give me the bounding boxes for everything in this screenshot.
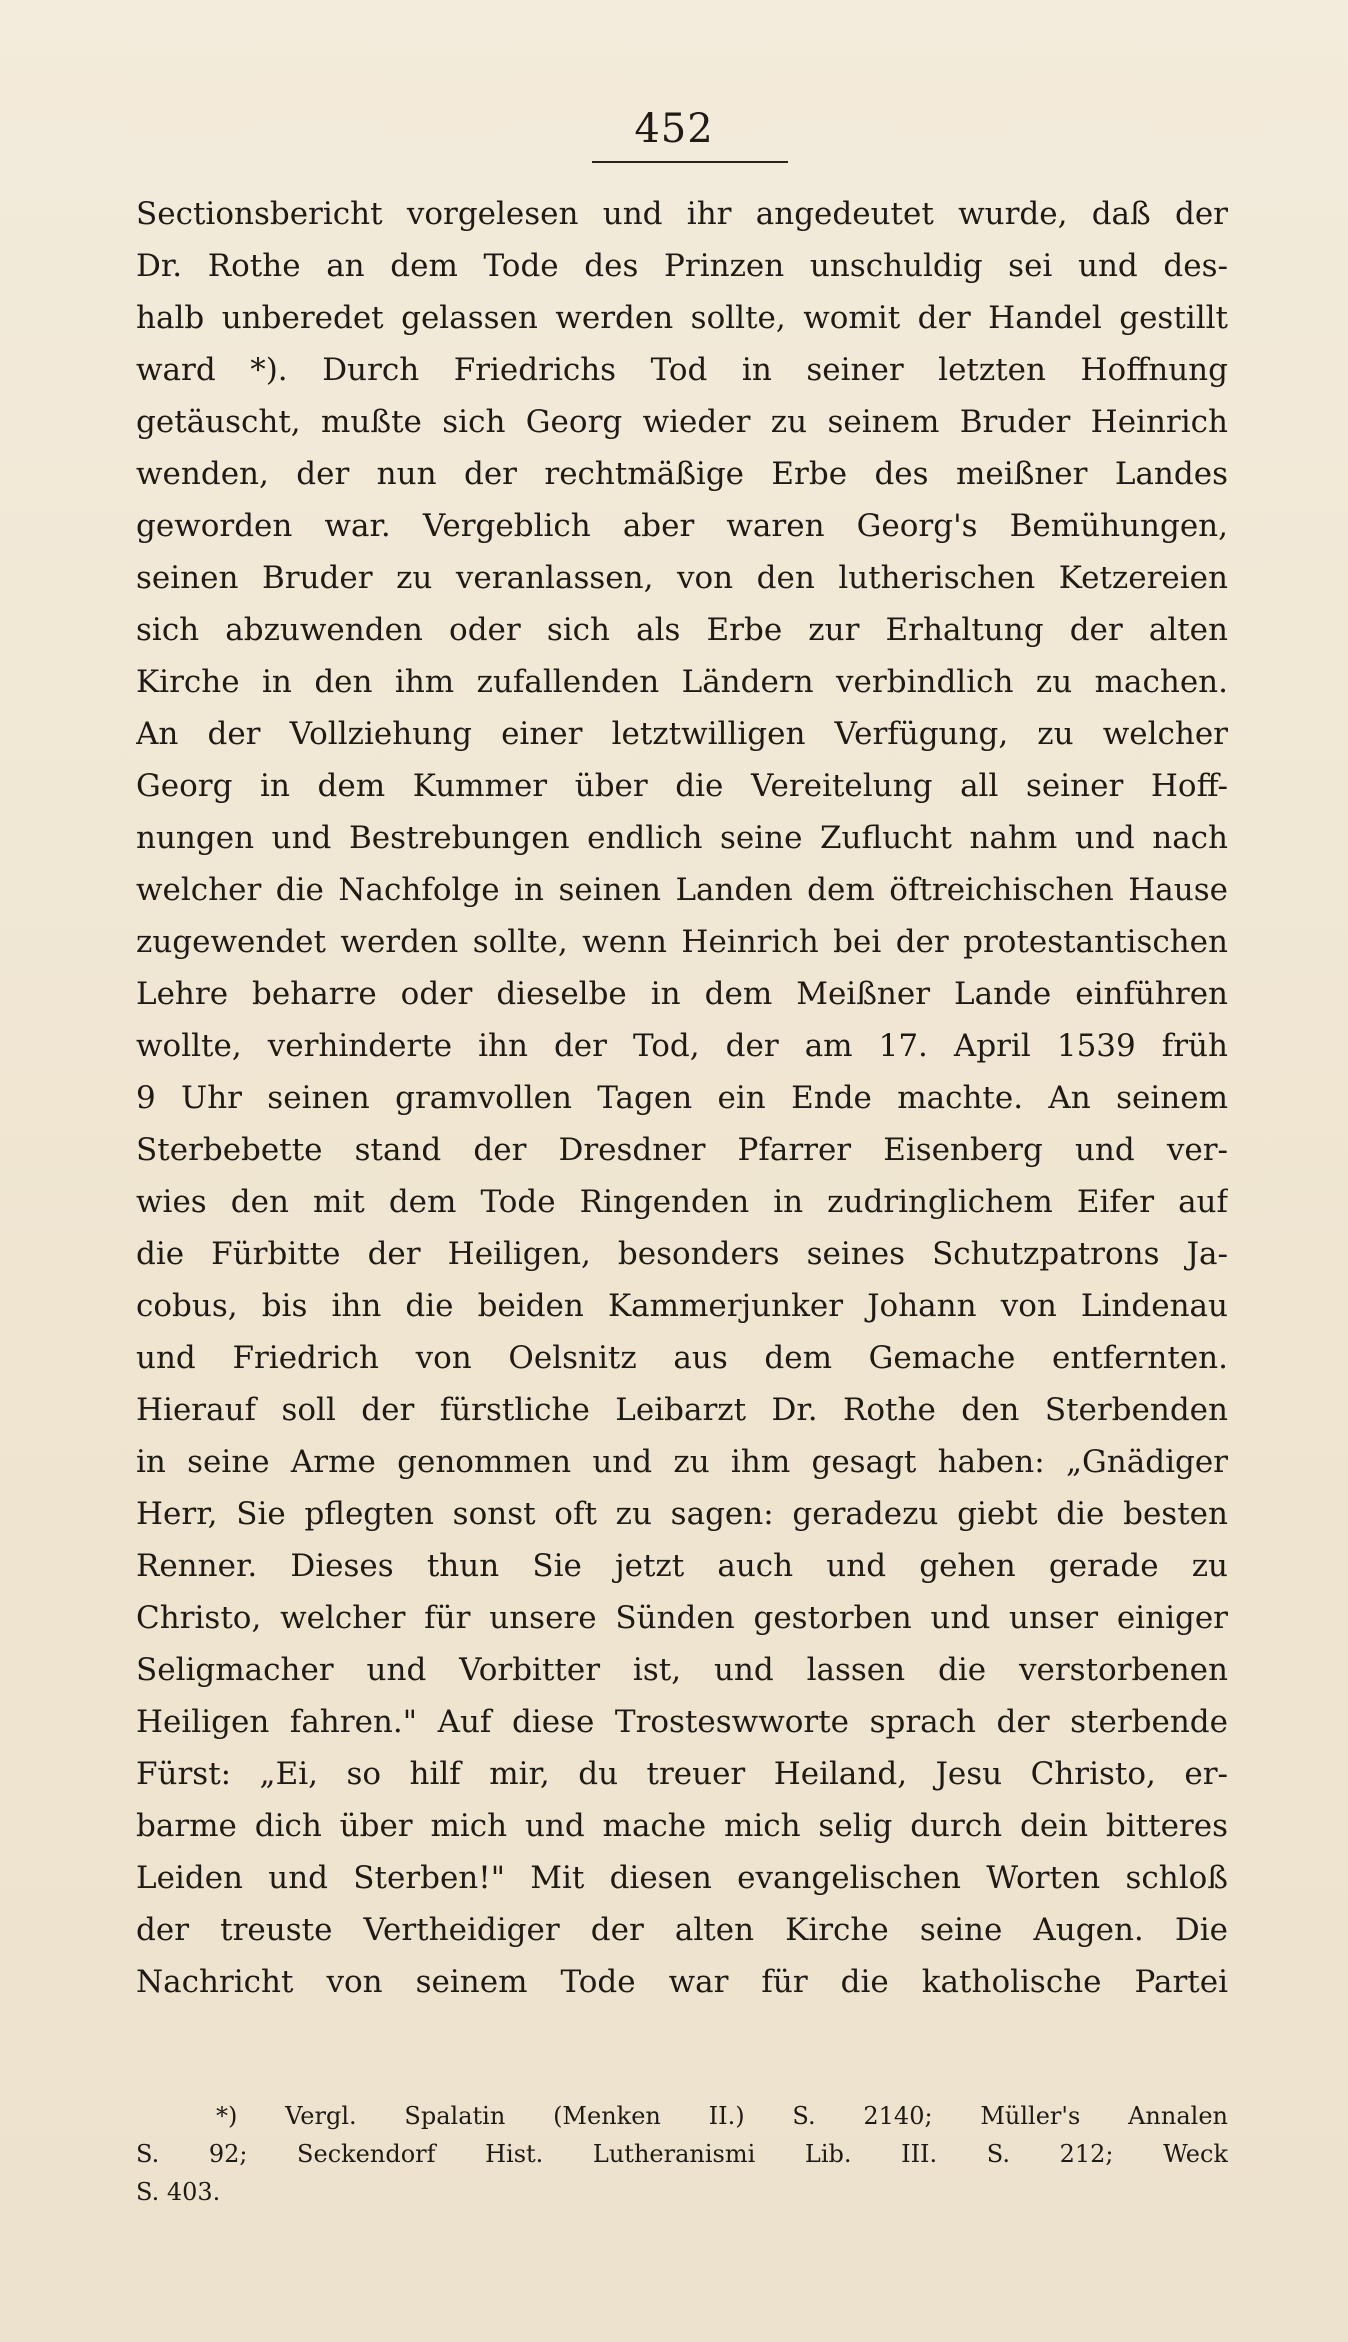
- text-line: wies den mit dem Tode Ringenden in zudringlichem Eifer auf: [136, 1184, 1228, 1220]
- text-line: Dr. Rothe an dem Tode des Prinzen unschuldig sei und des-: [136, 248, 1228, 284]
- text-line: Herr, Sie pflegten sonst oft zu sagen: geradezu giebt die besten: [136, 1496, 1228, 1532]
- text-line: Seligmacher und Vorbitter ist, und lassen die verstorbenen: [136, 1652, 1228, 1688]
- page-number: 452: [634, 106, 714, 152]
- text-line: ward *). Durch Friedrichs Tod in seiner letzten Hoffnung: [136, 352, 1228, 388]
- text-line: Lehre beharre oder dieselbe in dem Meißner Lande einführen: [136, 976, 1228, 1012]
- text-line: Georg in dem Kummer über die Vereitelung all seiner Hoff-: [136, 768, 1228, 804]
- text-line: die Fürbitte der Heiligen, besonders seines Schutzpatrons Ja-: [136, 1236, 1228, 1272]
- text-line: Sectionsbericht vorgelesen und ihr angedeutet wurde, daß der: [136, 196, 1228, 232]
- text-line: Sterbebette stand der Dresdner Pfarrer Eisenberg und ver-: [136, 1132, 1228, 1168]
- text-line: in seine Arme genommen und zu ihm gesagt haben: „Gnädiger: [136, 1444, 1228, 1480]
- text-line: Kirche in den ihm zufallenden Ländern verbindlich zu machen.: [136, 664, 1228, 700]
- text-line: zugewendet werden sollte, wenn Heinrich bei der protestantischen: [136, 924, 1228, 960]
- text-line: Nachricht von seinem Tode war für die katholische Partei: [136, 1964, 1228, 2000]
- footnote-line: *) Vergl. Spalatin (Menken II.) S. 2140; Müller's Annalen: [216, 2102, 1228, 2130]
- text-line: Fürst: „Ei, so hilf mir, du treuer Heiland, Jesu Christo, er-: [136, 1756, 1228, 1792]
- text-line: seinen Bruder zu veranlassen, von den lutherischen Ketzereien: [136, 560, 1228, 596]
- text-line: Leiden und Sterben!" Mit diesen evangelischen Worten schloß: [136, 1860, 1228, 1896]
- text-line: und Friedrich von Oelsnitz aus dem Gemache entfernten.: [136, 1340, 1228, 1376]
- text-line: An der Vollziehung einer letztwilligen Verfügung, zu welcher: [136, 716, 1228, 752]
- text-line: Renner. Dieses thun Sie jetzt auch und gehen gerade zu: [136, 1548, 1228, 1584]
- text-line: wollte, verhinderte ihn der Tod, der am 17. April 1539 früh: [136, 1028, 1228, 1064]
- header-rule: [592, 161, 788, 163]
- text-line: sich abzuwenden oder sich als Erbe zur Erhaltung der alten: [136, 612, 1228, 648]
- text-line: 9 Uhr seinen gramvollen Tagen ein Ende machte. An seinem: [136, 1080, 1228, 1116]
- text-line: Hierauf soll der fürstliche Leibarzt Dr. Rothe den Sterbenden: [136, 1392, 1228, 1428]
- text-line: Christo, welcher für unsere Sünden gestorben und unser einiger: [136, 1600, 1228, 1636]
- text-line: cobus, bis ihn die beiden Kammerjunker Johann von Lindenau: [136, 1288, 1228, 1324]
- text-line: Heiligen fahren." Auf diese Trosteswworte sprach der sterbende: [136, 1704, 1228, 1740]
- text-line: getäuscht, mußte sich Georg wieder zu seinem Bruder Heinrich: [136, 404, 1228, 440]
- body-text: [136, 188, 1228, 2008]
- text-line: der treuste Vertheidiger der alten Kirche seine Augen. Die: [136, 1912, 1228, 1948]
- text-line: geworden war. Vergeblich aber waren Georg's Bemühungen,: [136, 508, 1228, 544]
- text-line: wenden, der nun der rechtmäßige Erbe des meißner Landes: [136, 456, 1228, 492]
- text-line: barme dich über mich und mache mich selig durch dein bitteres: [136, 1808, 1228, 1844]
- footnote-line: S. 403.: [136, 2178, 221, 2206]
- footnote: [136, 2097, 1228, 2211]
- text-line: welcher die Nachfolge in seinen Landen dem öftreichischen Hause: [136, 872, 1228, 908]
- footnote-line: S. 92; Seckendorf Hist. Lutheranismi Lib. III. S. 212; Weck: [136, 2140, 1228, 2168]
- text-line: nungen und Bestrebungen endlich seine Zuflucht nahm und nach: [136, 820, 1228, 856]
- text-line: halb unberedet gelassen werden sollte, womit der Handel gestillt: [136, 300, 1228, 336]
